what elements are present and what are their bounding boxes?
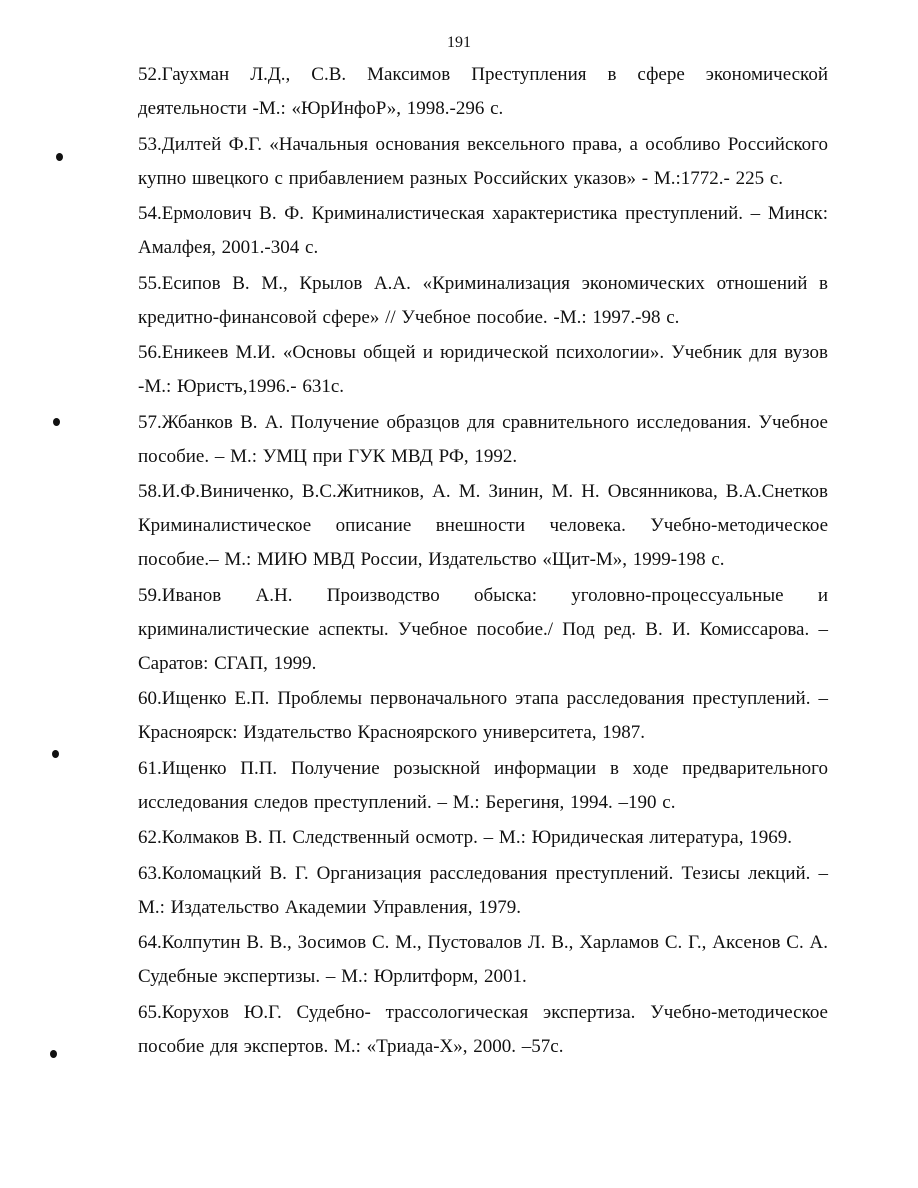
- reference-item: 59.Иванов А.Н. Производство обыска: уголовно-процессуальные и криминалистические аспекты. Учебное пособие./ Под ред. В. И. Комиссарова. – Саратов: СГАП, 1999.: [138, 584, 828, 674]
- reference-item: 55.Есипов В. М., Крылов А.А. «Криминализация экономических отношений в кредитно-финансовой сфере» // Учебное пособие. -М.: 1997.-98 с.: [138, 272, 828, 328]
- page-number: 191: [447, 34, 471, 51]
- binding-hole-mark: [56, 153, 63, 161]
- reference-item: 63.Коломацкий В. Г. Организация расследования преступлений. Тезисы лекций. – М.: Издательство Академии Управления, 1979.: [138, 862, 828, 918]
- binding-hole-mark: [53, 418, 60, 426]
- reference-item: 57.Жбанков В. А. Получение образцов для сравнительного исследования. Учебное пособие. – М.: УМЦ при ГУК МВД РФ, 1992.: [138, 411, 828, 467]
- reference-item: 62.Колмаков В. П. Следственный осмотр. – М.: Юридическая литература, 1969.: [138, 827, 792, 848]
- reference-item: 60.Ищенко Е.П. Проблемы первоначального этапа расследования преступлений. – Красноярск: Издательство Красноярского университета, 1987.: [138, 688, 828, 743]
- reference-item: 52.Гаухман Л.Д., С.В. Максимов Преступления в сфере экономической деятельности -М.: «ЮрИнфоР», 1998.-296 с.: [138, 64, 828, 119]
- reference-item: 56.Еникеев М.И. «Основы общей и юридической психологии». Учебник для вузов -М.: Юристъ,1996.- 631с.: [138, 342, 828, 397]
- reference-item: 54.Ермолович В. Ф. Криминалистическая характеристика преступлений. – Минск: Амалфея, 2001.-304 с.: [138, 203, 828, 258]
- binding-hole-mark: [52, 750, 59, 758]
- reference-item: 53.Дилтей Ф.Г. «Начальныя основания вексельного права, а особливо Российского купно швецкого с прибавлением разных Российских указов» - М.:1772.- 225 с.: [138, 133, 828, 189]
- reference-item: 58.И.Ф.Виниченко, В.С.Житников, А. М. Зинин, М. Н. Овсянникова, В.А.Снетков Криминалистическое описание внешности человека. Учебно-методическое пособие.– М.: МИЮ МВД России, Издательство «Щит-М», 1999-198 с.: [138, 481, 828, 570]
- reference-list: [138, 58, 828, 1065]
- reference-item: 64.Колпутин В. В., Зосимов С. М., Пустовалов Л. В., Харламов С. Г., Аксенов С. А. Судебные экспертизы. – М.: Юрлитформ, 2001.: [138, 932, 828, 987]
- reference-item: 61.Ищенко П.П. Получение розыскной информации в ходе предварительного исследования следов преступлений. – М.: Берегиня, 1994. –190 с.: [138, 757, 828, 813]
- binding-hole-mark: [50, 1050, 57, 1058]
- reference-item: 65.Корухов Ю.Г. Судебно- трассологическая экспертиза. Учебно-методическое пособие для экспертов. М.: «Триада-Х», 2000. –57с.: [138, 1001, 828, 1057]
